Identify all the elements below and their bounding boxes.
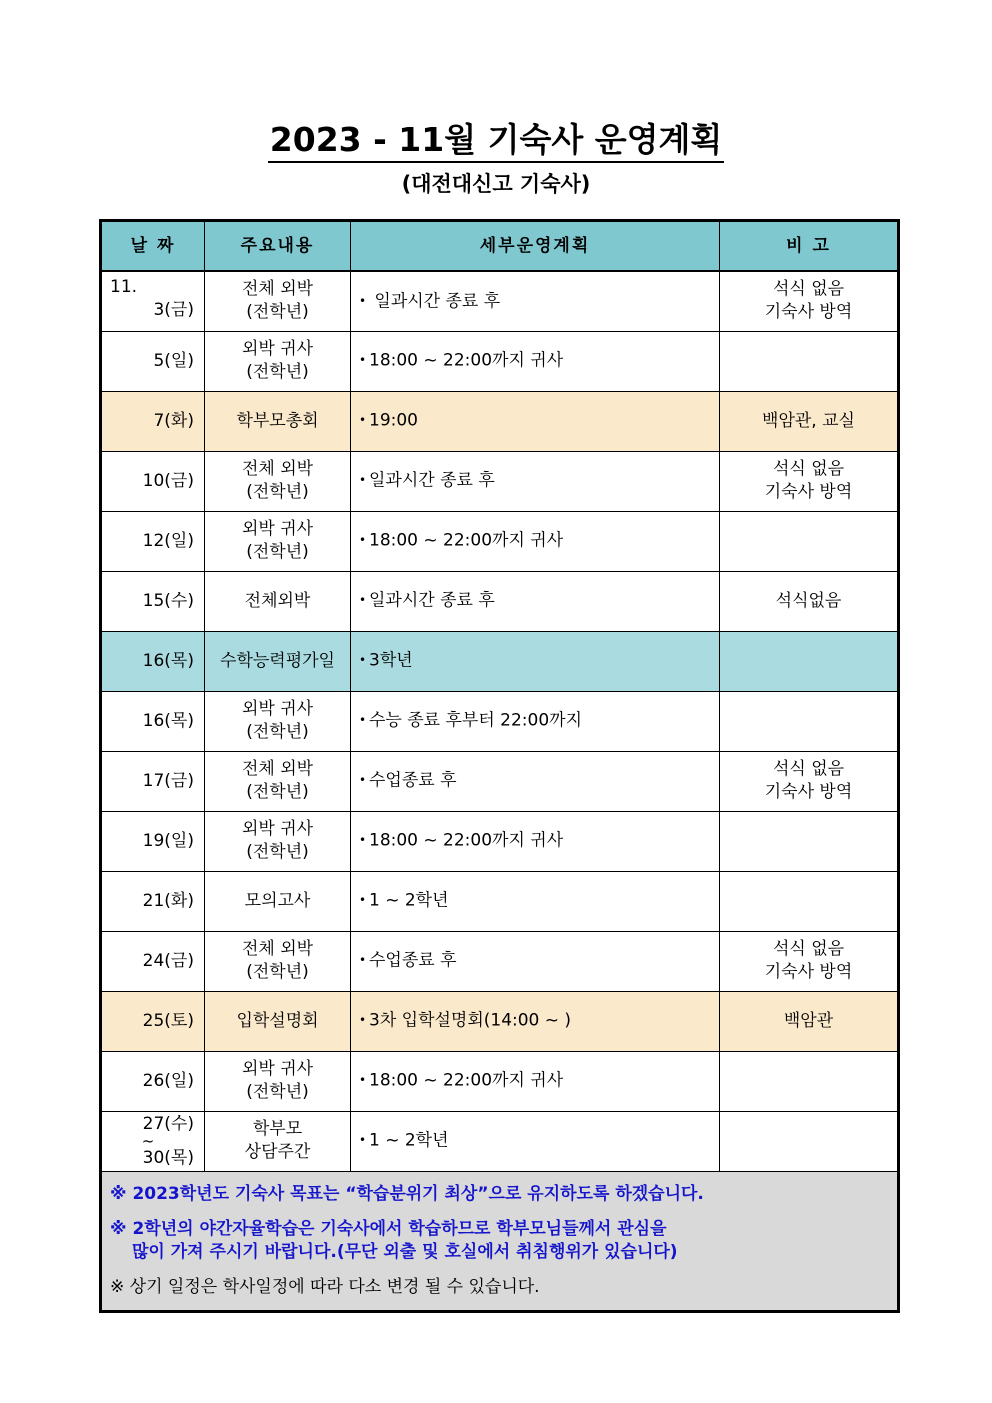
note-line2: 기숙사 방역	[764, 962, 853, 982]
date-cell	[101, 871, 205, 931]
date-text: 15(수)	[142, 590, 194, 611]
item-line1: 전체 외박	[241, 279, 314, 300]
date-cell	[101, 451, 205, 511]
date-cell	[101, 751, 205, 811]
detail-text: 수업종료 후	[369, 950, 457, 971]
detail-text: 3학년	[369, 650, 413, 671]
detail-cell	[351, 691, 720, 751]
note-cell	[720, 991, 899, 1051]
page-subtitle: (대전대신고 기숙사)	[401, 172, 591, 196]
table-row	[101, 331, 899, 391]
detail-text: 3차 입학설명회(14:00 ~ )	[369, 1010, 572, 1031]
item-line1: 전체 외박	[241, 759, 314, 779]
detail-cell	[351, 391, 720, 451]
date-cell	[101, 271, 205, 331]
date-cell	[101, 571, 205, 631]
footer-note-goal: ※ 2023학년도 기숙사 목표는 “학습분위기 최상”으로 유지하도록 하겠습니다.	[110, 1183, 704, 1204]
date-text: 26(일)	[142, 1070, 194, 1091]
detail-text: 수업종료 후	[369, 770, 457, 791]
item-cell	[205, 331, 351, 391]
table-header-row	[101, 221, 899, 272]
detail-cell	[351, 931, 720, 991]
note-cell	[720, 271, 899, 331]
item-line1: 외박 귀사	[241, 1059, 314, 1079]
item-cell	[205, 991, 351, 1051]
item-cell	[205, 271, 351, 331]
date-text: 3(금)	[153, 299, 194, 320]
item-line1: 외박 귀사	[241, 339, 314, 359]
note-cell	[720, 871, 899, 931]
date-cell	[101, 631, 205, 691]
footer-cell	[101, 1171, 899, 1311]
item-line2: (전학년)	[246, 962, 309, 982]
note-line1: 백암관	[783, 1010, 834, 1031]
item-cell	[205, 811, 351, 871]
table-row	[101, 931, 899, 991]
table-row	[101, 691, 899, 751]
date-text: 17(금)	[142, 770, 194, 791]
item-line2: (전학년)	[246, 362, 309, 382]
date-start: 27(수)	[142, 1114, 194, 1134]
note-line1: 석식 없음	[772, 459, 845, 479]
bullet: •	[359, 833, 367, 848]
bullet: •	[359, 593, 367, 608]
table-row	[101, 811, 899, 871]
item-cell	[205, 751, 351, 811]
note-cell	[720, 931, 899, 991]
date-text: 16(목)	[142, 710, 194, 731]
detail-text: 19:00	[369, 410, 418, 431]
detail-cell	[351, 451, 720, 511]
date-cell	[101, 1051, 205, 1111]
note-cell	[720, 751, 899, 811]
detail-cell	[351, 1051, 720, 1111]
date-text: 16(목)	[142, 650, 194, 671]
date-text: 10(금)	[142, 470, 194, 491]
detail-text: 18:00 ~ 22:00까지 귀사	[369, 830, 564, 851]
header-note: 비 고	[720, 221, 899, 272]
note-line1: 석식 없음	[772, 279, 845, 300]
note-cell	[720, 631, 899, 691]
bullet: •	[359, 293, 367, 308]
date-text: 25(토)	[142, 1010, 194, 1031]
item-line2: (전학년)	[246, 1082, 309, 1102]
bullet: •	[359, 953, 367, 968]
item-line1: 외박 귀사	[241, 519, 314, 539]
detail-cell	[351, 1111, 720, 1171]
table-row	[101, 451, 899, 511]
item-line1: 수학능력평가일	[220, 650, 335, 671]
date-text: 21(화)	[142, 890, 194, 911]
item-line1: 전체외박	[244, 590, 311, 611]
detail-cell	[351, 571, 720, 631]
item-cell	[205, 631, 351, 691]
item-line1: 전체 외박	[241, 939, 314, 959]
note-line2: 기숙사 방역	[764, 782, 853, 802]
item-line2: 상담주간	[244, 1142, 311, 1162]
bullet: •	[359, 713, 367, 728]
detail-text: 수능 종료 후부터 22:00까지	[369, 710, 583, 731]
note-cell	[720, 1111, 899, 1171]
date-tilde: ~	[141, 1132, 155, 1150]
detail-cell	[351, 811, 720, 871]
note-cell	[720, 451, 899, 511]
note-cell	[720, 691, 899, 751]
item-line1: 입학설명회	[236, 1010, 319, 1031]
header-item: 주요내용	[205, 221, 351, 272]
footer-note-study	[110, 1218, 889, 1264]
detail-text: 일과시간 종료 후	[369, 470, 495, 491]
date-cell	[101, 991, 205, 1051]
footer-note-change: ※ 상기 일정은 학사일정에 따라 다소 변경 될 수 있습니다.	[110, 1276, 540, 1297]
date-cell	[101, 691, 205, 751]
item-cell	[205, 451, 351, 511]
note-line1: 백암관, 교실	[762, 410, 855, 431]
item-line2: (전학년)	[246, 482, 309, 502]
detail-text: 1 ~ 2학년	[369, 890, 449, 911]
date-cell	[101, 511, 205, 571]
table-row	[101, 511, 899, 571]
date-cell	[101, 931, 205, 991]
note-line1: 석식 없음	[772, 939, 845, 959]
note-line2: 기숙사 방역	[764, 482, 853, 502]
item-cell	[205, 931, 351, 991]
bullet: •	[359, 653, 367, 668]
bullet: •	[359, 533, 367, 548]
note-cell	[720, 391, 899, 451]
table-row	[101, 751, 899, 811]
date-text: 12(일)	[142, 530, 194, 551]
item-cell	[205, 691, 351, 751]
item-cell	[205, 1111, 351, 1171]
bullet: •	[359, 1013, 367, 1028]
bullet: •	[359, 773, 367, 788]
date-cell	[101, 1111, 205, 1171]
item-line1: 외박 귀사	[241, 819, 314, 839]
item-line1: 학부모총회	[236, 410, 319, 431]
table-row	[101, 571, 899, 631]
date-cell	[101, 391, 205, 451]
detail-text: 18:00 ~ 22:00까지 귀사	[369, 1070, 564, 1091]
note-line1: 석식 없음	[772, 759, 845, 779]
detail-text: 일과시간 종료 후	[374, 291, 501, 311]
item-line2: (전학년)	[246, 722, 309, 742]
date-text: 19(일)	[142, 830, 194, 851]
detail-cell	[351, 871, 720, 931]
bullet: •	[359, 893, 367, 908]
detail-text: 1 ~ 2학년	[369, 1130, 449, 1151]
footer-row	[101, 1171, 899, 1311]
item-line1: 학부모	[252, 1119, 303, 1139]
detail-cell	[351, 331, 720, 391]
date-text: 5(일)	[153, 350, 194, 371]
table-row	[101, 1111, 899, 1171]
page-title: 2023 - 11월 기숙사 운영계획	[268, 120, 724, 163]
item-cell	[205, 871, 351, 931]
item-cell	[205, 511, 351, 571]
item-line2: (전학년)	[246, 542, 309, 562]
note-line1: 석식없음	[775, 590, 842, 611]
bullet: •	[359, 1133, 367, 1148]
item-line1: 외박 귀사	[241, 699, 314, 719]
item-line2: (전학년)	[246, 302, 309, 323]
header-date: 날 짜	[101, 221, 205, 272]
bullet: •	[359, 1073, 367, 1088]
detail-cell	[351, 751, 720, 811]
table-row	[101, 271, 899, 331]
footer-note-study-line2: 많이 가져 주시기 바랍니다.(무단 외출 및 호실에서 취침행위가 있습니다)	[132, 1241, 678, 1262]
table-row	[101, 391, 899, 451]
month-prefix: 11.	[110, 277, 138, 297]
note-cell	[720, 511, 899, 571]
note-cell	[720, 571, 899, 631]
detail-cell	[351, 991, 720, 1051]
bullet: •	[359, 353, 367, 368]
date-cell	[101, 811, 205, 871]
item-line2: (전학년)	[246, 782, 309, 802]
page-title-wrap	[0, 120, 992, 163]
bullet: •	[359, 413, 367, 428]
detail-cell	[351, 271, 720, 331]
schedule-table	[99, 219, 900, 1313]
detail-cell	[351, 511, 720, 571]
item-line1: 모의고사	[244, 890, 311, 911]
detail-text: 18:00 ~ 22:00까지 귀사	[369, 350, 564, 371]
table-row	[101, 991, 899, 1051]
note-line2: 기숙사 방역	[764, 302, 853, 323]
header-detail: 세부운영계획	[351, 221, 720, 272]
detail-text: 일과시간 종료 후	[369, 590, 495, 611]
detail-text: 18:00 ~ 22:00까지 귀사	[369, 530, 564, 551]
note-cell	[720, 331, 899, 391]
table-row	[101, 1051, 899, 1111]
item-cell	[205, 1051, 351, 1111]
bullet: •	[359, 473, 367, 488]
footer-note-study-line1: ※ 2학년의 야간자율학습은 기숙사에서 학습하므로 학부모님들께서 관심을	[110, 1218, 667, 1239]
table-row	[101, 631, 899, 691]
date-cell	[101, 331, 205, 391]
date-text: 7(화)	[153, 410, 194, 431]
item-line1: 전체 외박	[241, 459, 314, 479]
note-cell	[720, 811, 899, 871]
date-text: 24(금)	[142, 950, 194, 971]
detail-cell	[351, 631, 720, 691]
date-end: 30(목)	[142, 1148, 194, 1168]
item-cell	[205, 391, 351, 451]
table-row	[101, 871, 899, 931]
item-cell	[205, 571, 351, 631]
note-cell	[720, 1051, 899, 1111]
item-line2: (전학년)	[246, 842, 309, 862]
